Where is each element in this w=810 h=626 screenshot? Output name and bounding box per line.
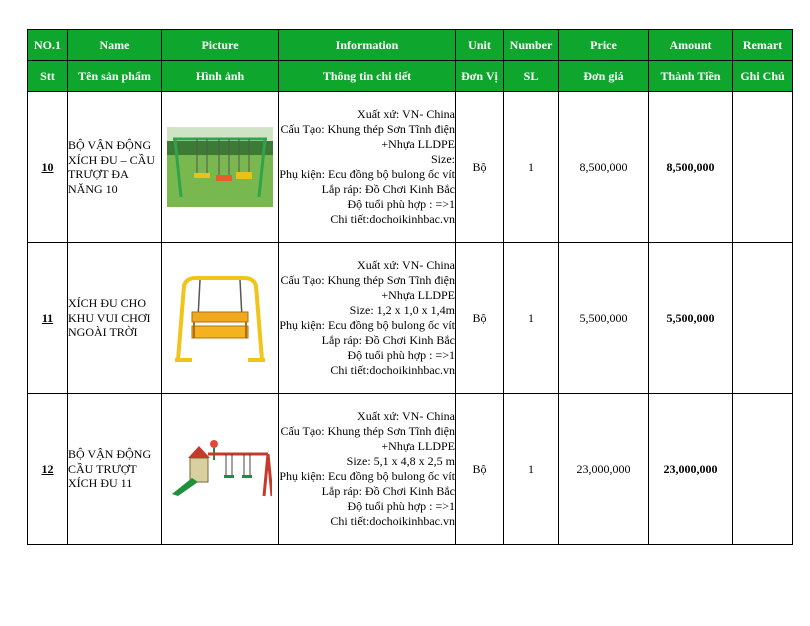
quotation-table [27, 29, 793, 545]
qty-cell: 1 [504, 394, 559, 545]
header-stt: Stt [28, 61, 68, 92]
info-size: Size: 5,1 x 4,8 x 2,5 m [346, 454, 455, 468]
amount-cell: 8,500,000 [649, 92, 733, 243]
row-stt: 12 [28, 394, 68, 545]
price-cell: 5,500,000 [559, 243, 649, 394]
product-info [279, 92, 456, 243]
product-name: BỘ VẬN ĐỘNG XÍCH ĐU – CẦU TRƯỢT ĐA NĂNG 10 [68, 92, 162, 243]
info-assembly: Lắp ráp: Đồ Chơi Kinh Bắc [321, 484, 455, 498]
price-cell: 8,500,000 [559, 92, 649, 243]
row-stt: 10 [28, 92, 68, 243]
product-name: BỘ VẬN ĐỘNG CẦU TRƯỢT XÍCH ĐU 11 [68, 394, 162, 545]
header-don-gia: Đơn giá [559, 61, 649, 92]
slide-swing-set-icon [168, 438, 272, 500]
info-age: Độ tuổi phù hợp : =>1 [347, 499, 455, 513]
table-row [28, 243, 793, 394]
info-detail: Chi tiết:dochoikinhbac.vn [330, 363, 455, 377]
header-amount: Amount [649, 30, 733, 61]
info-origin: Xuất xứ: VN- China [357, 409, 455, 423]
note-cell [733, 92, 793, 243]
header-price: Price [559, 30, 649, 61]
info-size: Size: [431, 152, 455, 166]
unit-cell: Bộ [456, 92, 504, 243]
product-name: XÍCH ĐU CHO KHU VUI CHƠI NGOÀI TRỜI [68, 243, 162, 394]
info-structure: Cấu Tạo: Khung thép Sơn Tĩnh điện +Nhựa LLDPE [280, 273, 455, 302]
info-structure: Cấu Tạo: Khung thép Sơn Tĩnh điện +Nhựa LLDPE [280, 122, 455, 151]
header-ghi-chu: Ghi Chú [733, 61, 793, 92]
swing-set-photo-icon [167, 127, 273, 207]
price-cell: 23,000,000 [559, 394, 649, 545]
header-row-vietnamese [28, 61, 793, 92]
unit-cell: Bộ [456, 394, 504, 545]
info-structure: Cấu Tạo: Khung thép Sơn Tĩnh điện +Nhựa LLDPE [280, 424, 455, 453]
header-ten-san-pham: Tên sản phẩm [68, 61, 162, 92]
note-cell [733, 394, 793, 545]
header-sl: SL [504, 61, 559, 92]
info-accessories: Phụ kiện: Ecu đồng bộ bulong ốc vít [279, 167, 455, 181]
info-size: Size: 1,2 x 1,0 x 1,4m [349, 303, 455, 317]
info-accessories: Phụ kiện: Ecu đồng bộ bulong ốc vít [279, 318, 455, 332]
product-info [279, 243, 456, 394]
qty-cell: 1 [504, 243, 559, 394]
row-stt: 11 [28, 243, 68, 394]
header-information: Information [279, 30, 456, 61]
info-accessories: Phụ kiện: Ecu đồng bộ bulong ốc vít [279, 469, 455, 483]
info-detail: Chi tiết:dochoikinhbac.vn [330, 514, 455, 528]
product-picture [162, 243, 279, 394]
product-info [279, 394, 456, 545]
info-assembly: Lắp ráp: Đồ Chơi Kinh Bắc [321, 182, 455, 196]
info-age: Độ tuổi phù hợp : =>1 [347, 348, 455, 362]
header-thong-tin: Thông tin chi tiết [279, 61, 456, 92]
note-cell [733, 243, 793, 394]
header-number: Number [504, 30, 559, 61]
info-assembly: Lắp ráp: Đồ Chơi Kinh Bắc [321, 333, 455, 347]
qty-cell: 1 [504, 92, 559, 243]
product-picture [162, 394, 279, 545]
header-thanh-tien: Thành Tiền [649, 61, 733, 92]
product-picture [162, 92, 279, 243]
header-picture: Picture [162, 30, 279, 61]
info-detail: Chi tiết:dochoikinhbac.vn [330, 212, 455, 226]
info-age: Độ tuổi phù hợp : =>1 [347, 197, 455, 211]
header-no: NO.1 [28, 30, 68, 61]
table-row [28, 92, 793, 243]
header-row-english [28, 30, 793, 61]
unit-cell: Bộ [456, 243, 504, 394]
header-don-vi: Đơn Vị [456, 61, 504, 92]
header-unit: Unit [456, 30, 504, 61]
header-name: Name [68, 30, 162, 61]
info-origin: Xuất xứ: VN- China [357, 258, 455, 272]
amount-cell: 5,500,000 [649, 243, 733, 394]
info-origin: Xuất xứ: VN- China [357, 107, 455, 121]
yellow-bench-swing-icon [170, 274, 270, 362]
amount-cell: 23,000,000 [649, 394, 733, 545]
header-hinh-anh: Hình ảnh [162, 61, 279, 92]
table-row [28, 394, 793, 545]
header-remark: Remart [733, 30, 793, 61]
